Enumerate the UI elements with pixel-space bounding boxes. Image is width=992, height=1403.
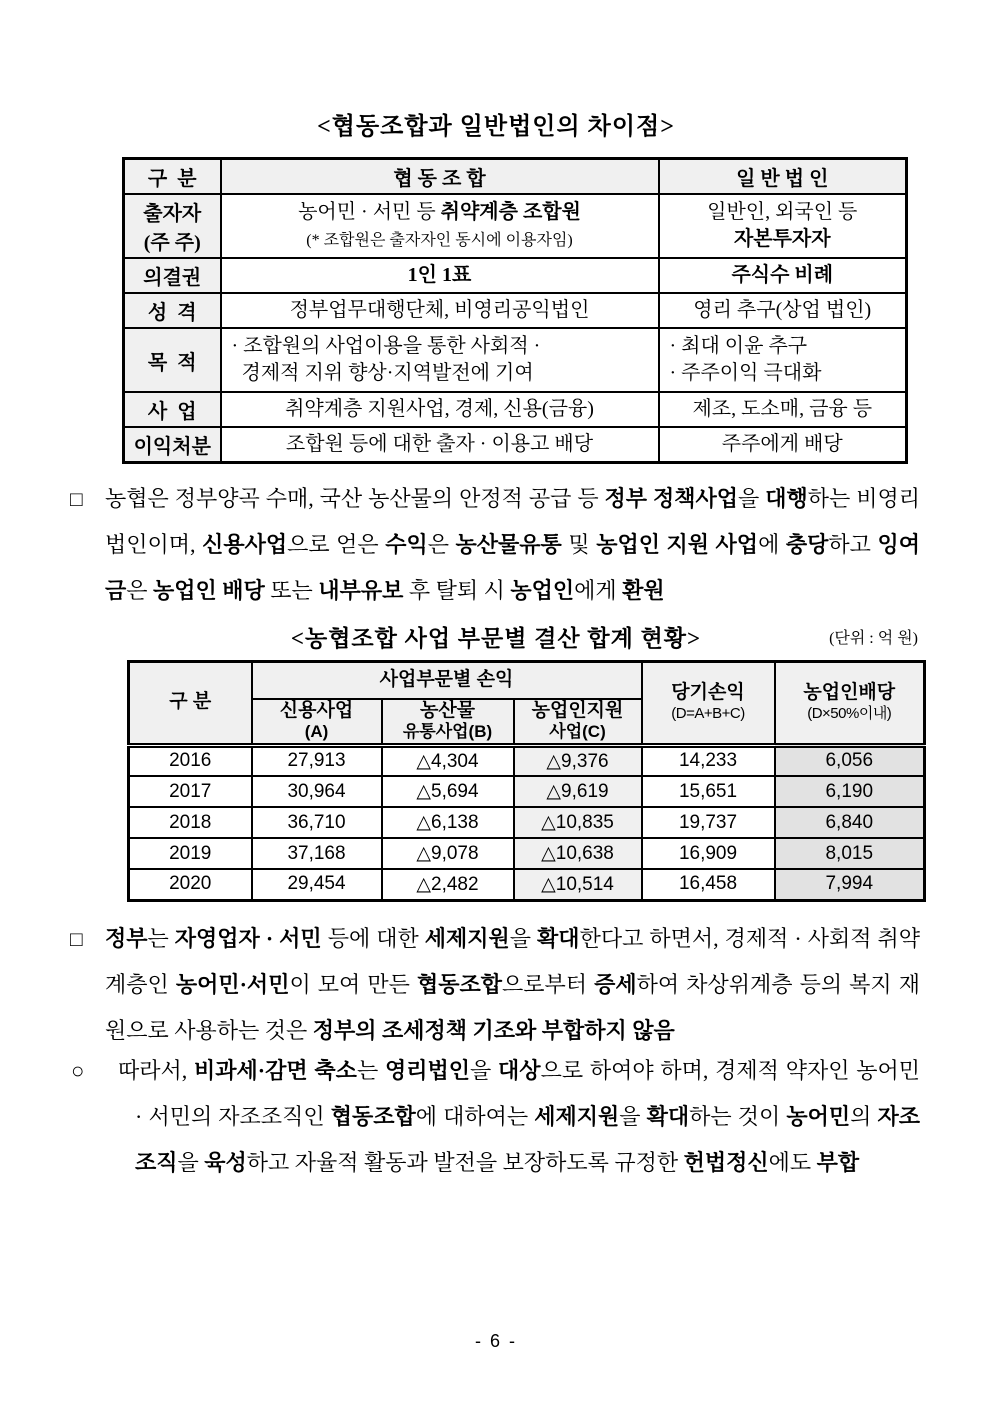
- header-net-income: [642, 662, 775, 746]
- corporation-cell: 영리 추구(상업 법인): [659, 293, 907, 328]
- corporation-cell: 일반인, 외국인 등 자본투자자: [659, 194, 907, 258]
- corporation-cell: · 최대 이윤 추구 · 주주이익 극대화: [659, 328, 907, 392]
- year-cell: 2019: [129, 838, 252, 869]
- value-cell: 14,233: [642, 745, 775, 776]
- corporation-cell: 주주에게 배당: [659, 427, 907, 463]
- header-cooperative: 협 동 조 합: [221, 159, 659, 195]
- comparison-row: [124, 392, 907, 427]
- row-label: 이익처분: [124, 427, 221, 463]
- comparison-table-body: [124, 194, 907, 463]
- unit-label: (단위 : 억 원): [829, 630, 918, 647]
- value-cell: 29,454: [252, 869, 382, 900]
- header-segment-group: 사업부문별 손익: [252, 662, 642, 699]
- value-cell: 30,964: [252, 776, 382, 807]
- results-row: [129, 869, 925, 900]
- paragraph-text: 정부는 자영업자 · 서민 등에 대한 세제지원을 확대한다고 하면서, 경제적 · 사회적 취약계층인 농어민·서민이 모여 만든 협동조합으로부터 증세하여 차상위계층 등의 복지 재원으로 사용하는 것은 정부의 조세정책 기조와 부합하지 않음: [105, 925, 920, 1043]
- paragraph-text: 따라서, 비과세·감면 축소는 영리법인을 대상으로 하여야 하며, 경제적 약자인 농어민 · 서민의 자조조직인 협동조합에 대하여는 세제지원을 확대하는 것이 농어민의 자조조직을 육성하고 자율적 활동과 발전을 보장하도록 규정한 헌법정신에도 부합: [118, 1057, 920, 1175]
- value-cell: 19,737: [642, 807, 775, 838]
- header-distribution-business: 농산물 유통사업(B): [382, 699, 514, 746]
- header-corporation: 일 반 법 인: [659, 159, 907, 195]
- row-label: 출자자 (주 주): [124, 194, 221, 258]
- header-farmer-support-business: 농업인지원 사업(C): [514, 699, 642, 746]
- year-cell: 2016: [129, 745, 252, 776]
- value-cell: 15,651: [642, 776, 775, 807]
- results-row: [129, 745, 925, 776]
- square-bullet-icon: □: [70, 926, 83, 951]
- results-table-head: [129, 662, 925, 746]
- value-cell: 36,710: [252, 807, 382, 838]
- row-label: 목 적: [124, 328, 221, 392]
- header-net-income-label: 당기손익: [671, 682, 745, 704]
- comparison-table-head: [124, 159, 907, 195]
- value-cell: △9,078: [382, 838, 514, 869]
- header-credit-business: 신용사업 (A): [252, 699, 382, 746]
- year-cell: 2020: [129, 869, 252, 900]
- year-cell: 2017: [129, 776, 252, 807]
- value-cell: 16,909: [642, 838, 775, 869]
- value-cell: 16,458: [642, 869, 775, 900]
- results-row: [129, 776, 925, 807]
- comparison-row: [124, 258, 907, 293]
- value-cell: △5,694: [382, 776, 514, 807]
- value-cell: △10,835: [514, 807, 642, 838]
- year-cell: 2018: [129, 807, 252, 838]
- corporation-cell: 제조, 도소매, 금융 등: [659, 392, 907, 427]
- value-cell: △4,304: [382, 745, 514, 776]
- results-title-row: [0, 620, 992, 652]
- header-year: 구 분: [129, 662, 252, 746]
- comparison-row: [124, 427, 907, 463]
- row-label: 의결권: [124, 258, 221, 293]
- value-cell: △2,482: [382, 869, 514, 900]
- square-bullet-icon: □: [70, 487, 83, 511]
- results-header-row-1: [129, 662, 925, 699]
- comparison-row: [124, 293, 907, 328]
- page-number: - 6 -: [474, 1331, 517, 1351]
- value-cell: △10,638: [514, 838, 642, 869]
- results-table: [127, 660, 926, 902]
- results-row: [129, 838, 925, 869]
- cooperative-cell: 조합원 등에 대한 출자 · 이용고 배당: [221, 427, 659, 463]
- header-farmer-dividend-formula: (D×50%이내): [807, 705, 892, 723]
- header-category: 구 분: [124, 159, 221, 195]
- value-cell: 6,190: [775, 776, 925, 807]
- results-table-title: <농협조합 사업 부문별 결산 합계 현황>: [290, 626, 702, 651]
- header-farmer-dividend-label: 농업인배당: [803, 682, 896, 704]
- row-label: 사 업: [124, 392, 221, 427]
- header-net-income-formula: (D=A+B+C): [671, 705, 745, 723]
- corporation-cell: 주식수 비례: [659, 258, 907, 293]
- comparison-row: [124, 328, 907, 392]
- cooperative-cell: 농어민 · 서민 등 취약계층 조합원 (* 조합원은 출자자인 동시에 이용자임): [221, 194, 659, 258]
- cooperative-cell: 취약계층 지원사업, 경제, 신용(금융): [221, 392, 659, 427]
- value-cell: △9,619: [514, 776, 642, 807]
- value-cell: 6,056: [775, 745, 925, 776]
- cooperative-cell: · 조합원의 사업이용을 통한 사회적 · 경제적 지위 향상·지역발전에 기여: [221, 328, 659, 392]
- value-cell: △10,514: [514, 869, 642, 900]
- value-cell: 27,913: [252, 745, 382, 776]
- results-table-body: [129, 745, 925, 900]
- cooperative-cell: 정부업무대행단체, 비영리공익법인: [221, 293, 659, 328]
- comparison-table: [122, 157, 908, 464]
- value-cell: 6,840: [775, 807, 925, 838]
- value-cell: 37,168: [252, 838, 382, 869]
- comparison-row: [124, 194, 907, 258]
- comparison-header-row: [124, 159, 907, 195]
- paragraph-nonghyup: [70, 476, 920, 614]
- comparison-table-title: <협동조합과 일반법인의 차이점>: [317, 114, 675, 140]
- cooperative-cell: 1인 1표: [221, 258, 659, 293]
- value-cell: △9,376: [514, 745, 642, 776]
- header-farmer-dividend: [775, 662, 925, 746]
- paragraph-text: 농협은 정부양곡 수매, 국산 농산물의 안정적 공급 등 정부 정책사업을 대행하는 비영리법인이며, 신용사업으로 얻은 수익은 농산물유통 및 농업인 지원 사업에 충당하고 잉여금은 농업인 배당 또는 내부유보 후 탈퇴 시 농업인에게 환원: [105, 486, 921, 603]
- row-label: 성 격: [124, 293, 221, 328]
- value-cell: △6,138: [382, 807, 514, 838]
- value-cell: 8,015: [775, 838, 925, 869]
- paragraph-therefore: ○ 따라서, 비과세·감면 축소는 영리법인을 대상으로 하여야 하며, 경제적 약자인 농어민 · 서민의 자조조직인 협동조합에 대하여는 세제지원을 확대하는 것이 농어민의 자조조직을 육성하고 자율적 활동과 발전을 보장하도록 규정한 헌법정신에도 부합: [71, 1057, 920, 1175]
- results-row: [129, 807, 925, 838]
- value-cell: 7,994: [775, 869, 925, 900]
- paragraph-government: [70, 916, 920, 1054]
